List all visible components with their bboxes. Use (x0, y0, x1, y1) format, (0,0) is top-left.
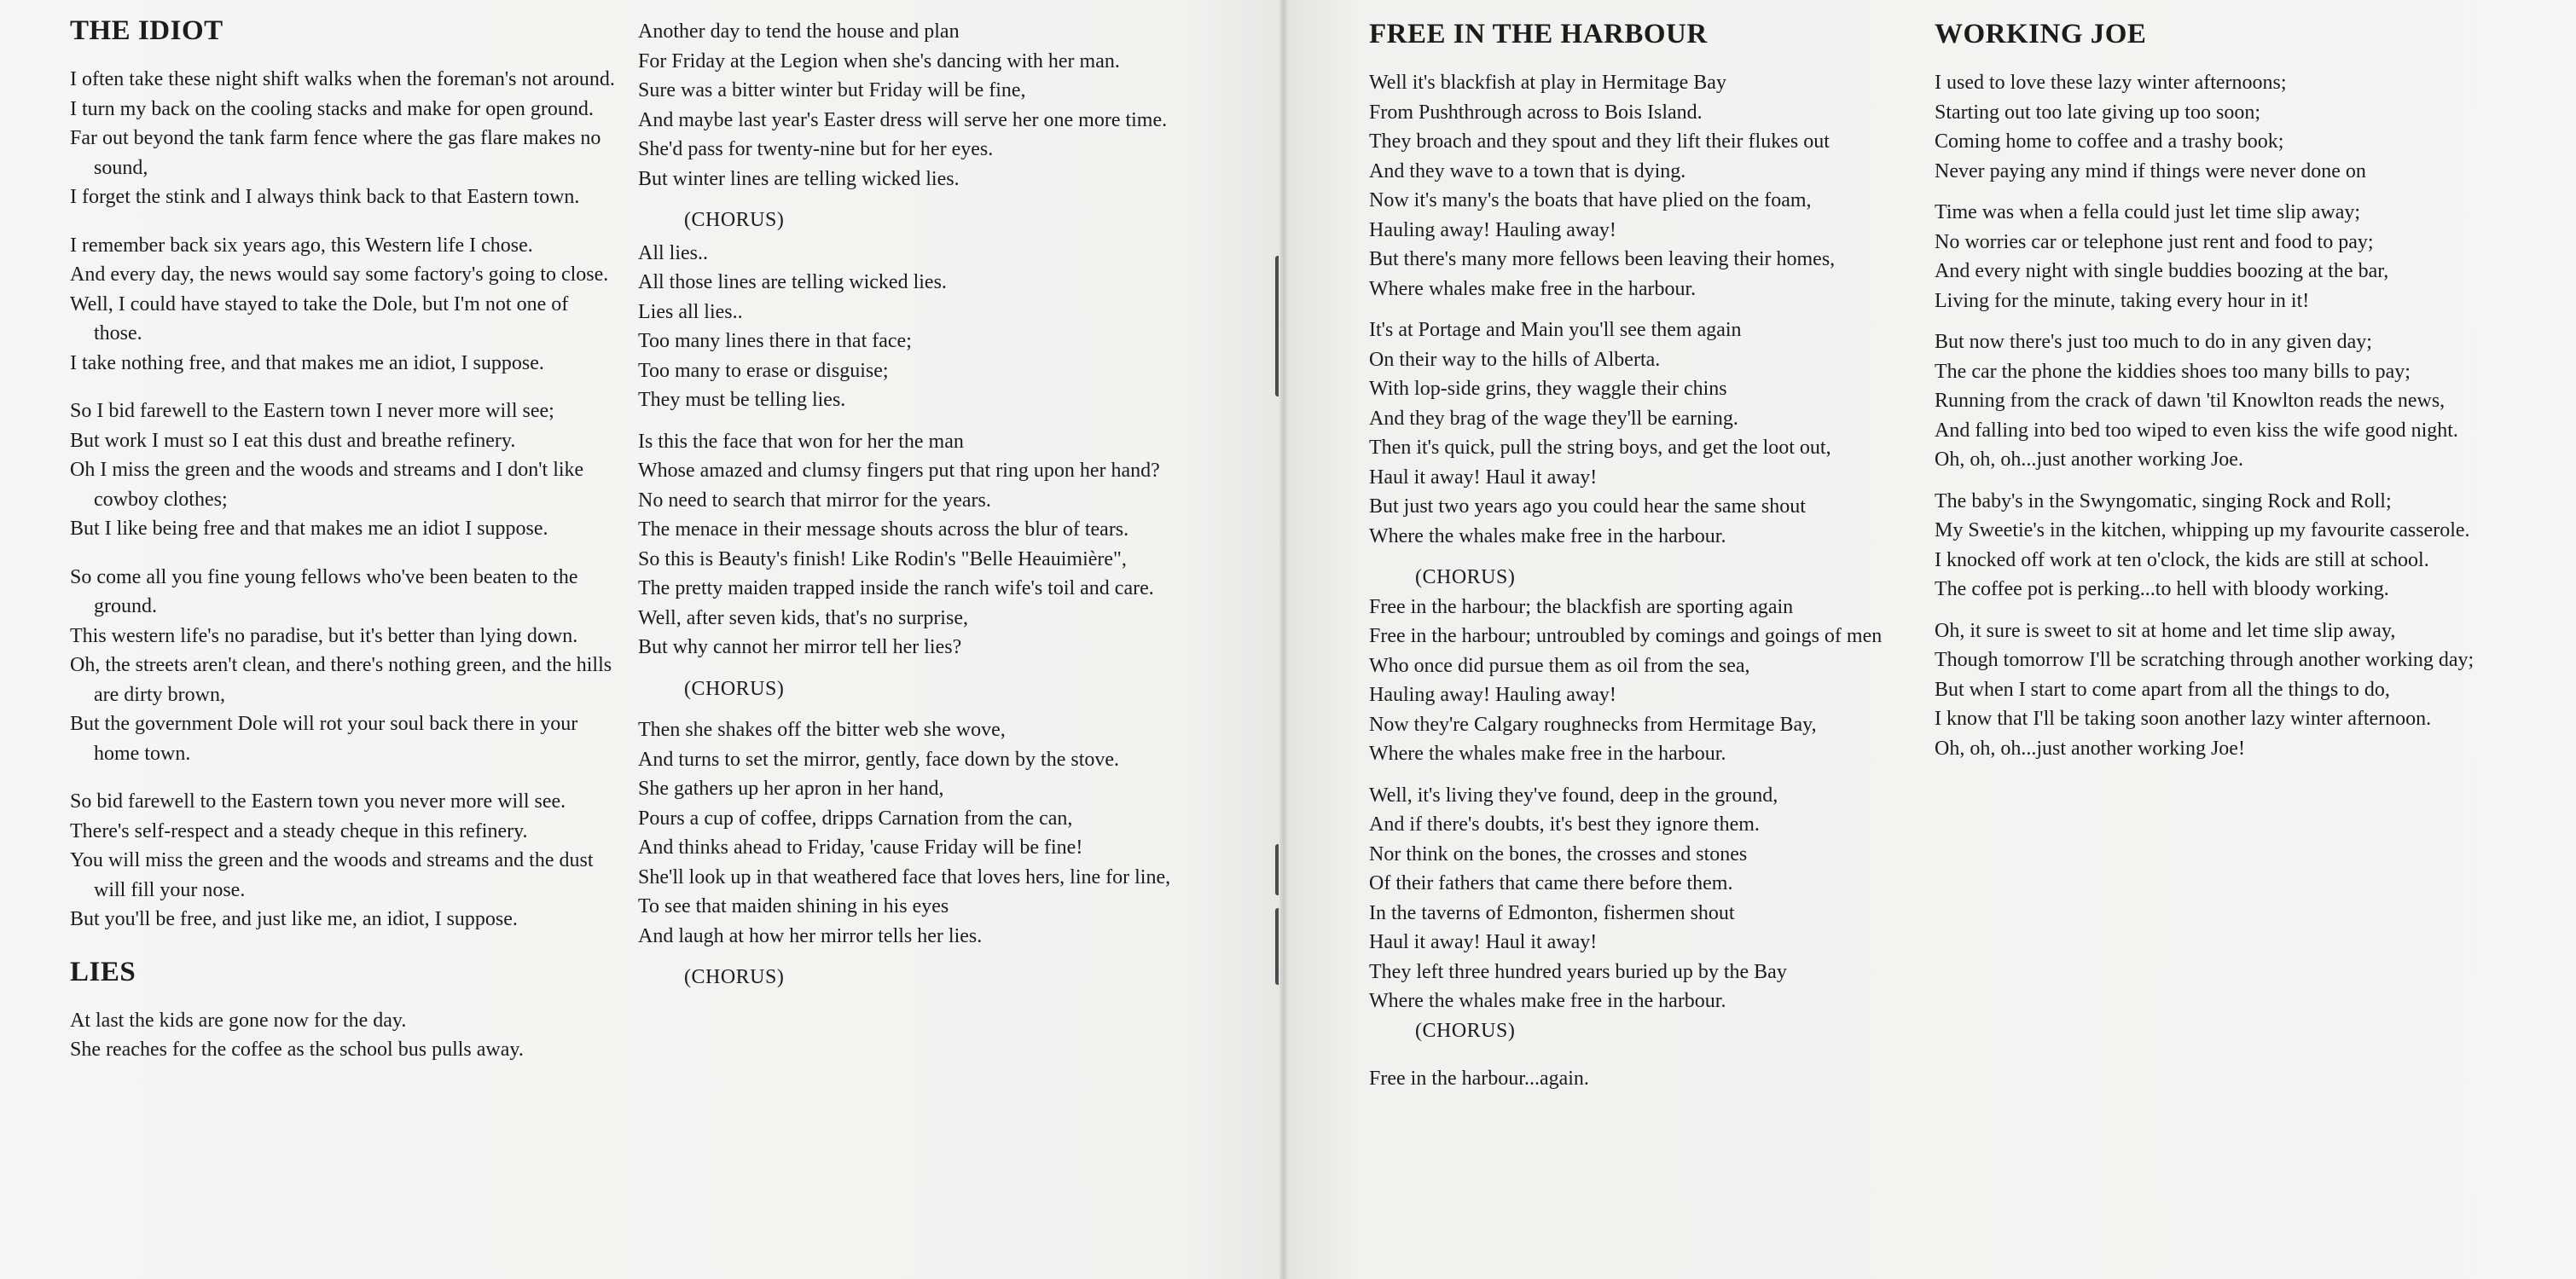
lyric-line: I turn my back on the cooling stacks and make for open ground. (70, 97, 594, 120)
lyric-line: Well, after seven kids, that's no surprise, (638, 606, 968, 629)
lyric-line: Now they're Calgary roughnecks from Hermitage Bay, (1369, 713, 1817, 736)
lyric-line: All those lines are telling wicked lies. (638, 271, 947, 293)
chorus-label: (CHORUS) (684, 209, 785, 231)
lyric-line: And every day, the news would say some factory's going to close. (70, 263, 609, 286)
lyric-line: The coffee pot is perking...to hell with bloody working. (1935, 578, 2389, 600)
lyric-line: I often take these night shift walks when the foreman's not around. (70, 68, 615, 90)
lyric-line: Starting out too late giving up too soon; (1935, 101, 2260, 124)
lyric-line: Lies all lies.. (638, 300, 743, 323)
lyric-line: At last the kids are gone now for the day. (70, 1009, 407, 1032)
harbour-outro: Free in the harbour...again. (1369, 1068, 1589, 1090)
lyric-line: Free in the harbour; the blackfish are sporting again (1369, 595, 1794, 618)
harbour-chorus (1369, 593, 1915, 769)
lyric-line: And turns to set the mirror, gently, face down by the stove. (638, 748, 1120, 771)
lyric-line: But I like being free and that makes me an idiot I suppose. (70, 518, 548, 540)
lyric-line: Living for the minute, taking every hour in it! (1935, 289, 2310, 312)
lyric-line: Haul it away! Haul it away! (1369, 466, 1598, 489)
lyric-line: And thinks ahead to Friday, 'cause Friday will be fine! (638, 836, 1083, 859)
staple-top-lower (1275, 328, 1285, 396)
lyric-line: On their way to the hills of Alberta. (1369, 348, 1661, 371)
lyric-line: Nor think on the bones, the crosses and stones (1369, 842, 1748, 865)
lyric-line: She'll look up in that weathered face that loves hers, line for line, (638, 865, 1171, 888)
lyric-line: Oh, oh, oh...just another working Joe! (1935, 737, 2245, 760)
lyric-line: Coming home to coffee and a trashy book; (1935, 130, 2284, 153)
lyric-line: Pours a cup of coffee, dripps Carnation from the can, (638, 807, 1073, 830)
lyric-line: But you'll be free, and just like me, an idiot, I suppose. (70, 908, 518, 930)
center-fold (1279, 0, 1288, 1279)
lyric-line: With lop-side grins, they waggle their chins (1369, 378, 1727, 400)
lyric-line: This western life's no paradise, but it's better than lying down. (70, 624, 578, 647)
lyric-line: To see that maiden shining in his eyes (638, 895, 949, 917)
lyric-line: Running from the crack of dawn 'til Knowlton reads the news, (1935, 390, 2445, 412)
lyric-line: Never paying any mind if things were never done on (1935, 159, 2366, 182)
lies-stanza-b (638, 427, 1201, 663)
joe-stanza-4 (1935, 487, 2498, 605)
lyric-line: Oh, oh, oh...just another working Joe. (1935, 449, 2243, 471)
column-4 (1935, 15, 2498, 775)
lyric-line: She reaches for the coffee as the school bus pulls away. (70, 1039, 524, 1061)
lyric-line: Hauling away! Hauling away! (1369, 218, 1616, 241)
lyric-line: It's at Portage and Main you'll see them again (1369, 319, 1742, 341)
lyric-line: But there's many more fellows been leaving their homes, (1369, 248, 1836, 270)
lyric-line: Another day to tend the house and plan (638, 20, 960, 43)
lyric-line: They broach and they spout and they lift their flukes out (1369, 130, 1830, 153)
staple-bottom-upper (1275, 844, 1285, 895)
lyric-line: And if there's doubts, it's best they ignore them. (1369, 813, 1760, 836)
lyric-line: But winter lines are telling wicked lies. (638, 167, 960, 190)
lyric-line: The pretty maiden trapped inside the ranch wife's toil and care. (638, 577, 1154, 599)
chorus-label: (CHORUS) (684, 966, 785, 988)
harbour-stanza-c (1369, 781, 1915, 1016)
lies-chorus (638, 239, 1201, 415)
joe-stanza-1 (1935, 68, 2498, 186)
harbour-stanza-b (1369, 315, 1915, 551)
lyric-line: Too many to erase or disguise; (638, 359, 889, 382)
lyric-line: Where the whales make free in the harbour. (1369, 990, 1726, 1012)
lyric-line: There's self-respect and a steady cheque in this refinery. (70, 819, 528, 842)
lyric-line: And they brag of the wage they'll be earning. (1369, 407, 1738, 430)
column-2 (638, 17, 1201, 1011)
song-title-free-in-the-harbour: FREE IN THE HARBOUR (1369, 19, 1708, 49)
song-title-working-joe: WORKING JOE (1935, 19, 2147, 49)
lyric-line: I knocked off work at ten o'clock, the kids are still at school. (1935, 548, 2429, 571)
column-1 (70, 12, 616, 1084)
lyric-line: But just two years ago you could hear the same shout (1369, 495, 1806, 518)
lyric-line: Of their fathers that came there before them. (1369, 872, 1733, 894)
lyric-line: And every night with single buddies boozing at the bar, (1935, 260, 2389, 282)
lyric-line: I used to love these lazy winter afternoons; (1935, 72, 2287, 94)
lyric-line: And they wave to a town that is dying. (1369, 159, 1686, 182)
lyric-line: But the government Dole will rot your soul back there in your home town. (70, 713, 578, 765)
lyric-line: Oh, the streets aren't clean, and there's nothing green, and the hills are dirty brown, (70, 654, 612, 706)
lyric-line: For Friday at the Legion when she's dancing with her man. (638, 49, 1120, 72)
lyric-line: She gathers up her apron in her hand, (638, 778, 944, 800)
staple-bottom-lower (1275, 908, 1285, 985)
lyric-line: Sure was a bitter winter but Friday will be fine, (638, 79, 1026, 101)
staple-top-upper (1275, 256, 1285, 338)
lyric-line: My Sweetie's in the kitchen, whipping up my favourite casserole. (1935, 519, 2470, 541)
lyric-line: I take nothing free, and that makes me an idiot, I suppose. (70, 351, 544, 374)
lyric-line: Well, it's living they've found, deep in the ground, (1369, 784, 1778, 807)
joe-stanza-3 (1935, 327, 2498, 475)
lyric-line: Though tomorrow I'll be scratching through another working day; (1935, 649, 2474, 671)
lyric-line: And maybe last year's Easter dress will serve her one more time. (638, 108, 1168, 131)
idiot-stanza-3 (70, 396, 616, 544)
lyric-line: Oh, it sure is sweet to sit at home and let time slip away, (1935, 619, 2396, 642)
lyric-line: But why cannot her mirror tell her lies? (638, 636, 962, 658)
lyric-line: Too many lines there in that face; (638, 330, 912, 352)
song-title-lies: LIES (70, 956, 136, 987)
lies-stanza-a (638, 17, 1201, 194)
lyric-line: In the taverns of Edmonton, fishermen shout (1369, 901, 1735, 924)
chorus-label: (CHORUS) (684, 677, 785, 700)
lyric-line: Haul it away! Haul it away! (1369, 931, 1598, 953)
idiot-stanza-2 (70, 231, 616, 379)
lyric-line: I forget the stink and I always think back to that Eastern town. (70, 186, 580, 208)
lyric-line: No worries car or telephone just rent and food to pay; (1935, 230, 2374, 253)
lyric-line: But when I start to come apart from all the things to do, (1935, 678, 2390, 701)
chorus-label: (CHORUS) (1415, 566, 1516, 588)
song-title-the-idiot: THE IDIOT (70, 15, 223, 46)
lyric-line: So this is Beauty's finish! Like Rodin's "Belle Heauimière", (638, 547, 1127, 570)
lyric-line: Where the whales make free in the harbour. (1369, 524, 1726, 547)
lyric-line: Hauling away! Hauling away! (1369, 684, 1616, 706)
lyric-line: Free in the harbour; untroubled by comings and goings of men (1369, 625, 1883, 647)
lyric-line: So bid farewell to the Eastern town you never more will see. (70, 790, 566, 813)
lyric-line: All lies.. (638, 241, 708, 264)
lyric-line: Then she shakes off the bitter web she wove, (638, 719, 1006, 741)
lyric-line: But work I must so I eat this dust and breathe refinery. (70, 429, 516, 452)
joe-stanza-2 (1935, 198, 2498, 315)
idiot-stanza-5 (70, 787, 616, 935)
joe-stanza-5 (1935, 616, 2498, 764)
column-3 (1369, 15, 1915, 1094)
lyric-line: The menace in their message shouts across the blur of tears. (638, 518, 1129, 541)
lies-intro (70, 1006, 616, 1065)
lyric-line: So come all you fine young fellows who've been beaten to the ground. (70, 565, 578, 617)
idiot-stanza-4 (70, 563, 616, 769)
lyric-line: Now it's many's the boats that have plied on the foam, (1369, 189, 1812, 211)
lyric-line: Who once did pursue them as oil from the sea, (1369, 654, 1750, 677)
lyric-line: From Pushthrough across to Bois Island. (1369, 101, 1703, 124)
lyric-line: Oh I miss the green and the woods and streams and I don't like cowboy clothes; (70, 459, 584, 511)
lyric-line: Where the whales make free in the harbour. (1369, 743, 1726, 765)
lyric-line: I know that I'll be taking soon another lazy winter afternoon. (1935, 708, 2432, 730)
lyric-line: They left three hundred years buried up by the Bay (1369, 960, 1787, 983)
lies-stanza-c (638, 715, 1201, 951)
lyric-line: Time was when a fella could just let time slip away; (1935, 201, 2361, 223)
lyric-line: Then it's quick, pull the string boys, and get the loot out, (1369, 437, 1831, 459)
lyric-line: I remember back six years ago, this Western life I chose. (70, 234, 533, 257)
lyric-line: So I bid farewell to the Eastern town I never more will see; (70, 400, 554, 422)
lyric-line: The baby's in the Swyngomatic, singing Rock and Roll; (1935, 489, 2392, 512)
lyric-line: Whose amazed and clumsy fingers put that ring upon her hand? (638, 460, 1160, 482)
lyric-line: Well, I could have stayed to take the Dole, but I'm not one of those. (70, 292, 569, 344)
lyric-line: Is this the face that won for her the man (638, 430, 964, 453)
lyric-line: No need to search that mirror for the years. (638, 489, 991, 512)
lyric-line: And laugh at how her mirror tells her lies. (638, 924, 983, 947)
harbour-stanza-a (1369, 68, 1915, 304)
lyric-line: But now there's just too much to do in any given day; (1935, 331, 2372, 353)
lyric-line: Well it's blackfish at play in Hermitage Bay (1369, 72, 1726, 94)
chorus-label: (CHORUS) (1415, 1019, 1516, 1042)
lyric-line: Far out beyond the tank farm fence where the gas flare makes no sound, (70, 127, 601, 179)
lyric-line: You will miss the green and the woods and streams and the dust will fill your nose. (70, 849, 594, 901)
lyric-line: They must be telling lies. (638, 389, 846, 411)
lyric-line: The car the phone the kiddies shoes too many bills to pay; (1935, 360, 2411, 383)
lyric-line: And falling into bed too wiped to even kiss the wife good night. (1935, 419, 2458, 442)
idiot-stanza-1 (70, 65, 616, 212)
lyric-line: Where whales make free in the harbour. (1369, 277, 1697, 300)
lyric-line: She'd pass for twenty-nine but for her eyes. (638, 138, 994, 160)
